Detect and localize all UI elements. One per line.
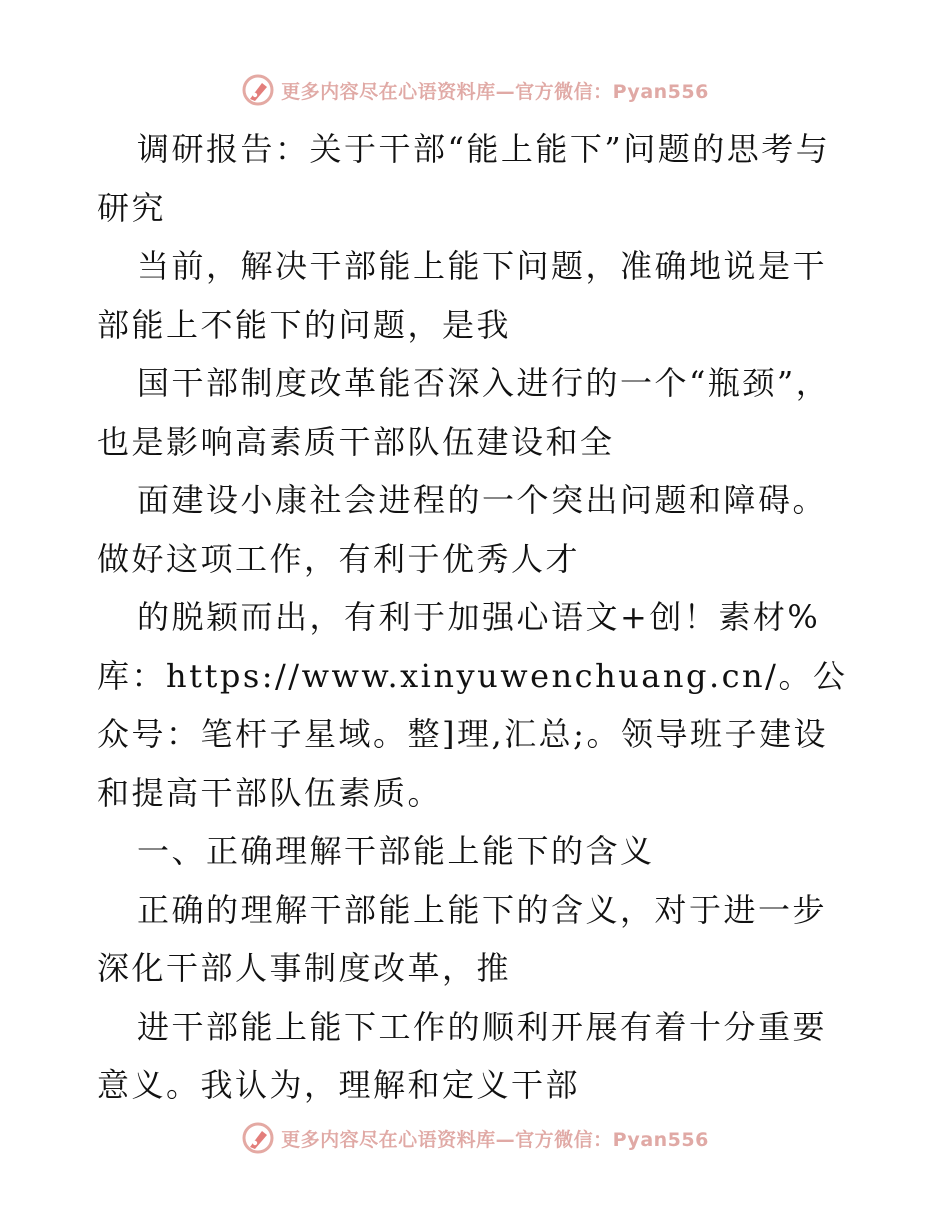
paragraph: 正确的理解干部能上能下的含义，对于进一步深化干部人事制度改革，推 xyxy=(97,890,828,987)
paragraph: 进干部能上能下工作的顺利开展有着十分重要意义。我认为，理解和定义干部 xyxy=(97,1007,828,1104)
document-title: 调研报告：关于干部“能上能下”问题的思考与研究 xyxy=(97,130,831,227)
paragraph: 国干部制度改革能否深入进行的一个“瓶颈”，也是影响高素质干部队伍建设和全 xyxy=(97,364,831,461)
paragraph: 面建设小康社会进程的一个突出问题和障碍。做好这项工作，有利于优秀人才 xyxy=(97,481,828,578)
section-heading: 一、正确理解干部能上能下的含义 xyxy=(137,832,655,870)
paragraph: 的脱颖而出，有利于加强心语文+创！素材%库：https://www.xinyuwenchuang.cn/。公众号：笔杆子星域。整]理,汇总;。领导班子建设和提高干部队伍素质。 xyxy=(97,598,848,812)
paragraph: 当前，解决干部能上能下问题，准确地说是干部能上不能下的问题，是我 xyxy=(97,247,828,344)
watermark-text: 更多内容尽在心语资料库—官方微信：Pyan556 xyxy=(281,1128,709,1151)
document-body xyxy=(97,120,857,1115)
pen-nib-logo-icon xyxy=(241,73,275,107)
pen-nib-logo-icon xyxy=(241,1121,275,1155)
watermark-header xyxy=(0,70,950,110)
watermark-text: 更多内容尽在心语资料库—官方微信：Pyan556 xyxy=(281,80,709,103)
watermark-footer xyxy=(0,1118,950,1158)
